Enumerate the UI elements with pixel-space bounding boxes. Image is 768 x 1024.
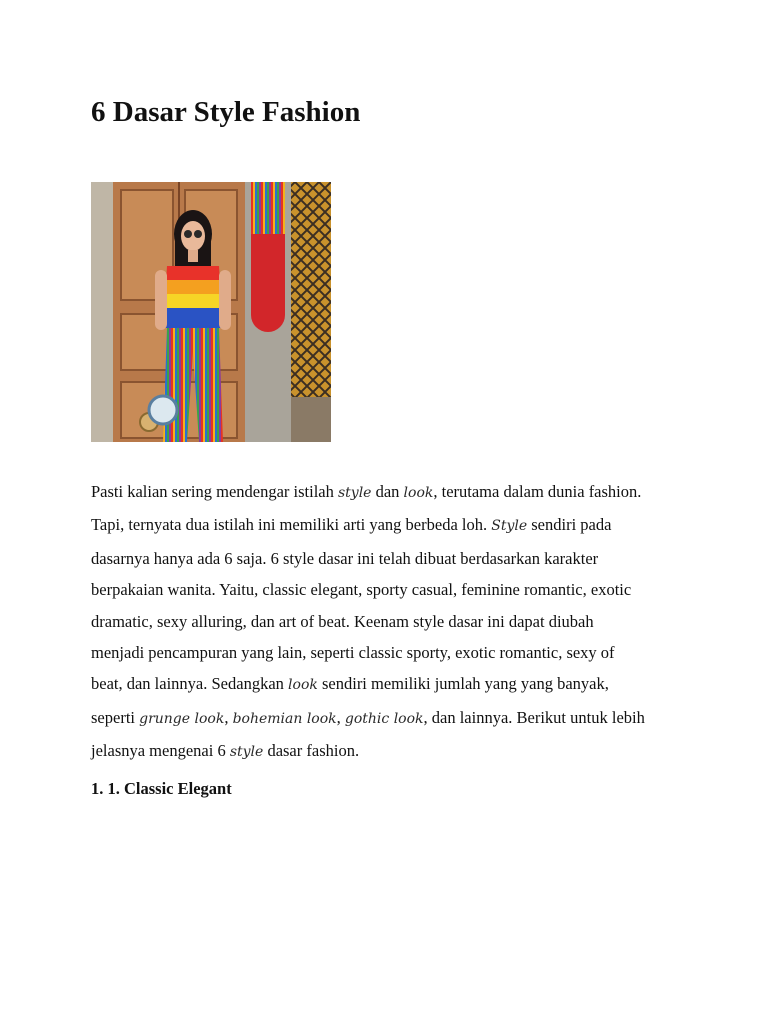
intro-paragraph	[91, 476, 691, 769]
text-run: ,	[224, 707, 233, 727]
text-run: menjadi pencampuran yang lain, seperti classic sporty, exotic romantic, sexy of	[91, 643, 615, 663]
text-run: beat, dan lainnya. Sedangkan	[91, 674, 289, 694]
text-run: seperti	[91, 707, 140, 727]
italic-term: style	[229, 744, 264, 761]
text-run: berpakaian wanita. Yaitu, classic elegant, sporty casual, feminine romantic, exotic	[91, 580, 632, 600]
text-run: sendiri pada	[527, 515, 612, 535]
paragraph-line	[91, 702, 691, 735]
text-run: Tapi, ternyata dua istilah ini memiliki arti yang berbeda loh.	[91, 515, 492, 535]
text-run: , dan lainnya. Berikut untuk lebih	[423, 707, 645, 727]
italic-term: grunge look	[139, 710, 225, 727]
text-run: dramatic, sexy alluring, dan art of beat. Keenam style dasar ini dapat diubah	[91, 611, 594, 631]
italic-term: bohemian look	[232, 710, 337, 727]
paragraph-line	[91, 735, 691, 768]
text-run: sendiri memiliki jumlah yang yang banyak,	[317, 674, 609, 694]
italic-term: look	[288, 677, 318, 694]
paragraph-line	[91, 574, 691, 605]
italic-term: gothic look	[344, 710, 424, 727]
paragraph-line	[91, 668, 691, 701]
paragraph-line	[91, 543, 691, 574]
text-run: Pasti kalian sering mendengar istilah	[91, 482, 338, 501]
text-run: dasar fashion.	[263, 741, 360, 761]
text-run: jelasnya mengenai 6	[91, 741, 230, 761]
paragraph-line	[91, 606, 691, 637]
italic-term: look	[403, 485, 434, 501]
section-heading-classic-elegant: 1. 1. Classic Elegant	[91, 779, 232, 798]
italic-term: style	[337, 485, 372, 501]
text-run: dan	[371, 482, 404, 501]
italic-term: Style	[491, 518, 528, 535]
fashion-photo-icon	[91, 182, 331, 442]
text-run: dasarnya hanya ada 6 saja. 6 style dasar ini telah dibuat berdasarkan karakter	[91, 548, 599, 568]
page-title: 6 Dasar Style Fashion	[91, 96, 361, 128]
text-run: ,	[336, 707, 345, 727]
text-run: , terutama dalam dunia fashion.	[433, 482, 642, 501]
paragraph-line	[91, 637, 691, 668]
paragraph-line	[91, 476, 691, 509]
paragraph-line	[91, 509, 691, 542]
